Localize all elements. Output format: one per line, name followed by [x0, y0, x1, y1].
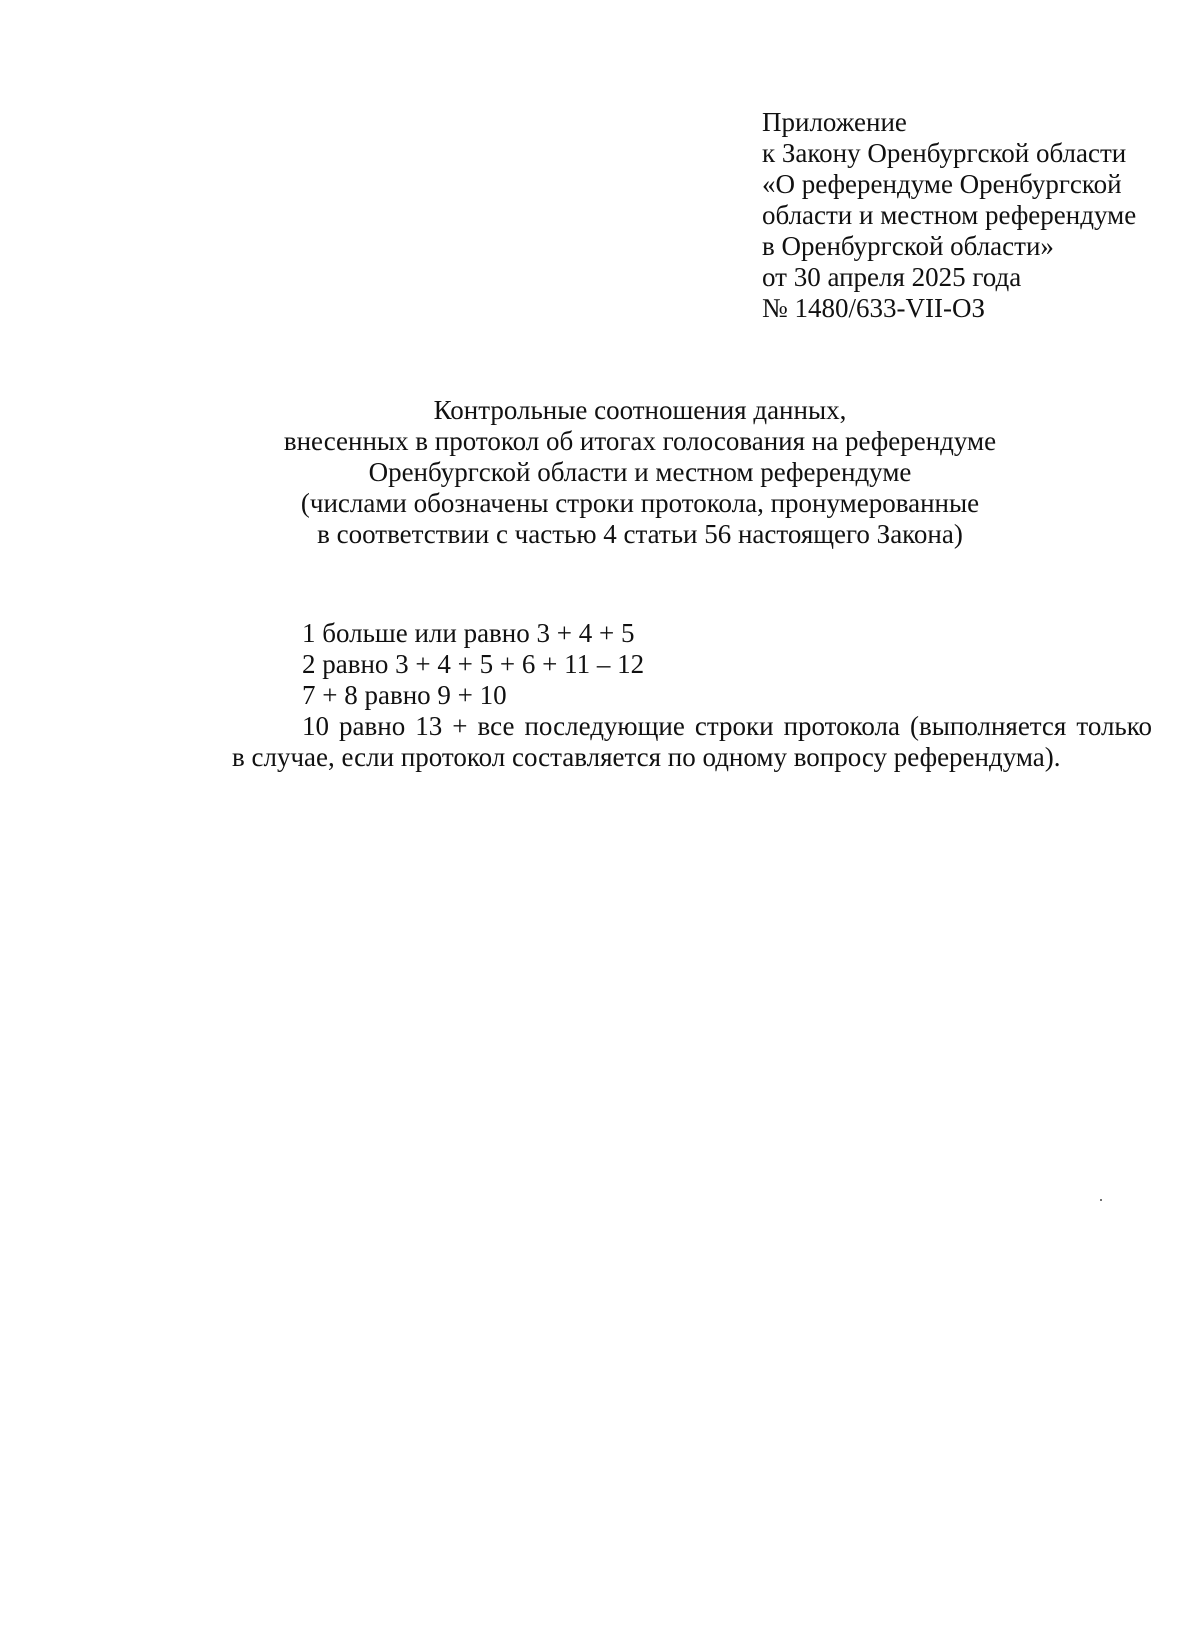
ratio-line-4-continuation: в случае, если протокол составляется по одному вопросу референдума).	[232, 742, 1061, 772]
scan-speck	[1100, 1199, 1102, 1201]
title-line: в соответствии с частью 4 статьи 56 настоящего Закона)	[317, 519, 963, 549]
document-title	[240, 395, 1040, 550]
appendix-line: «О референдуме Оренбургской	[762, 169, 1122, 199]
appendix-header	[762, 107, 1182, 324]
control-ratios	[232, 618, 1152, 773]
title-line: (числами обозначены строки протокола, пронумерованные	[300, 488, 980, 518]
appendix-line: области и местном референдуме	[762, 200, 1137, 230]
appendix-line: от 30 апреля 2025 года	[762, 262, 1022, 292]
title-line: Оренбургской области и местном референдуме	[368, 457, 912, 487]
appendix-line: в Оренбургской области»	[762, 231, 1054, 261]
ratio-line-2: 2 равно 3 + 4 + 5 + 6 + 11 – 12	[302, 649, 645, 679]
title-line: внесенных в протокол об итогах голосования на референдуме	[283, 426, 997, 456]
appendix-line: к Закону Оренбургской области	[762, 138, 1127, 168]
ratio-line-3: 7 + 8 равно 9 + 10	[302, 680, 507, 710]
appendix-line: Приложение	[762, 107, 907, 137]
ratio-line-1: 1 больше или равно 3 + 4 + 5	[302, 618, 635, 648]
title-line: Контрольные соотношения данных,	[433, 395, 847, 425]
ratio-line-4: 10 равно 13 + все последующие строки протокола (выполняется только	[302, 711, 1152, 741]
appendix-line: № 1480/633-VII-ОЗ	[762, 293, 986, 323]
